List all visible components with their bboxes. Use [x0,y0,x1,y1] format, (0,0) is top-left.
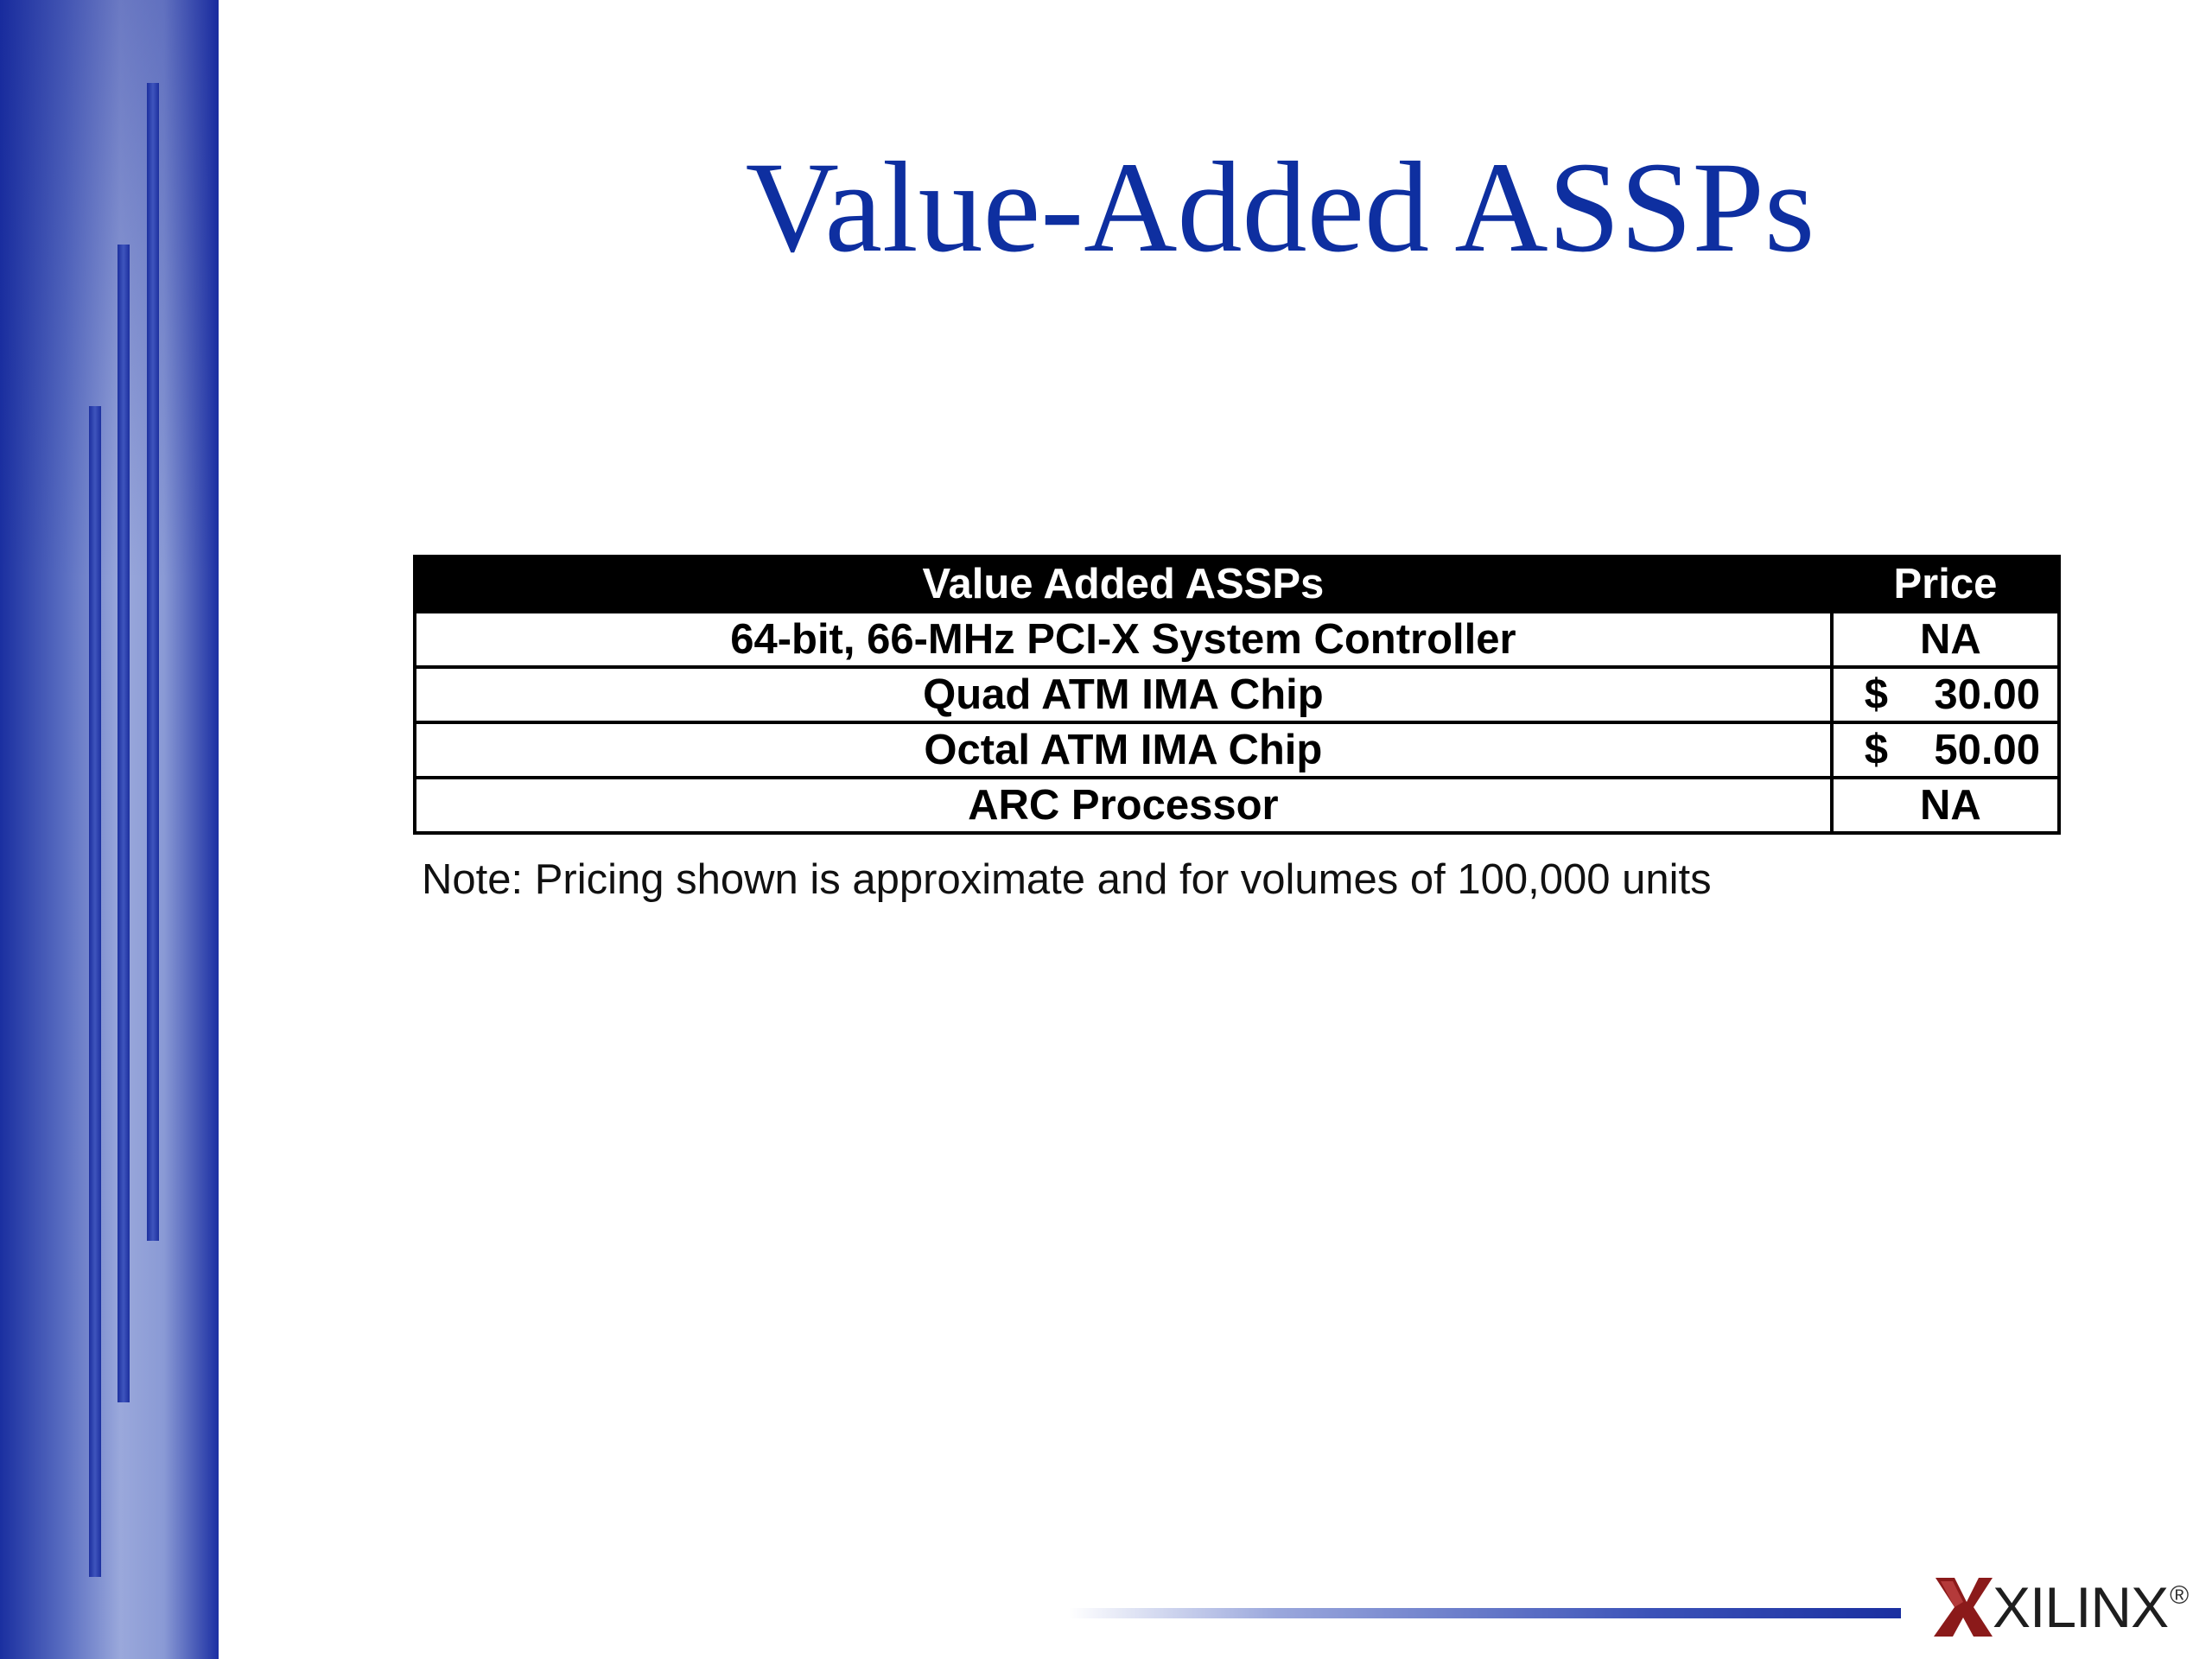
side-decoration-band [0,0,219,1659]
header-price: Price [1832,556,2059,612]
logo-wordmark: XILINX [1993,1575,2169,1639]
product-name: Octal ATM IMA Chip [415,722,1832,778]
decorative-line [118,245,130,1402]
xilinx-logo [1929,1573,2189,1642]
decorative-line [147,83,159,1241]
price-currency: $ [1864,671,1889,718]
side-band-shade [0,0,219,1659]
product-name: ARC Processor [415,778,1832,833]
price-cell [1832,667,2059,722]
price-cell [1832,722,2059,778]
table-row [415,612,2059,667]
decorative-line [89,406,101,1577]
header-product: Value Added ASSPs [415,556,1832,612]
product-name: Quad ATM IMA Chip [415,667,1832,722]
price-amount: 50.00 [1934,727,2040,773]
footer-gradient-bar [1069,1608,1901,1618]
table-row [415,722,2059,778]
price-cell [1832,778,2059,833]
price-value: NA [1920,616,1981,663]
table-header-row [415,556,2059,612]
table-row [415,778,2059,833]
price-cell [1832,612,2059,667]
slide-title: Value-Added ASSPs [745,136,1815,279]
registered-mark: ® [2170,1581,2190,1610]
product-name: 64-bit, 66-MHz PCI-X System Controller [415,612,1832,667]
price-value: NA [1920,782,1981,829]
price-currency: $ [1864,727,1889,773]
pricing-note: Note: Pricing shown is approximate and for volumes of 100,000 units [422,856,1712,903]
xilinx-x-icon [1929,1573,1998,1642]
table-row [415,667,2059,722]
price-amount: 30.00 [1934,671,2040,718]
asspp-price-table [413,555,2061,835]
